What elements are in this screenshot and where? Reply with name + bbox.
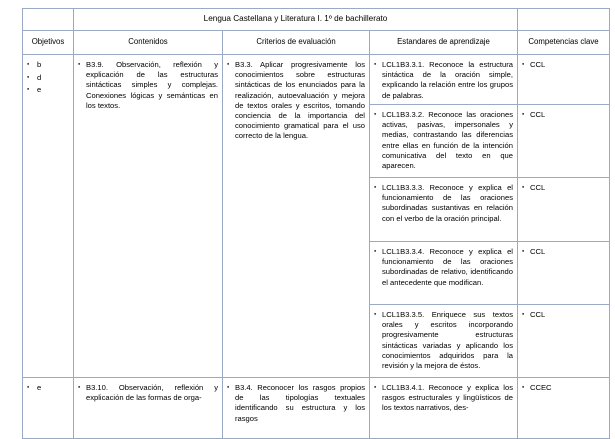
title-blank-cell-right bbox=[518, 9, 610, 31]
bullet-icon: ▪ bbox=[227, 384, 230, 391]
competencia-text: CCL bbox=[530, 183, 546, 192]
table-row bbox=[23, 55, 610, 105]
bullet-icon: ▪ bbox=[27, 86, 30, 93]
contenido-text: B3.9. Observación, reflexión y explicación de las estructuras sintácticas simples y complejas. Conexiones lógicas y semánticas en los textos. bbox=[86, 60, 218, 110]
estandar-text: LCL1B3.3.4. Reconoce y explica el funcionamiento de las oraciones subordinadas de relativo, identificando el antecedente que modifican. bbox=[382, 247, 513, 287]
bullet-icon: ▪ bbox=[374, 61, 377, 68]
competencia-text: CCL bbox=[530, 60, 546, 69]
table-title: Lengua Castellana y Literatura I. 1º de bachillerato bbox=[74, 9, 518, 31]
competencia-cell bbox=[518, 105, 610, 178]
bullet-icon: ▪ bbox=[227, 61, 230, 68]
list-item: ▪ b bbox=[27, 60, 69, 73]
estandar-text: LCL1B3.3.2. Reconoce las oraciones activas, pasivas, impersonales y medias, contrastando las diferencias entre ellas en función de la intención comunicativa del texto en que aparecen. bbox=[382, 110, 513, 171]
estandar-cell bbox=[370, 305, 518, 378]
bullet-icon: ▪ bbox=[27, 61, 30, 68]
bullet-icon: ▪ bbox=[522, 311, 525, 318]
criterio-text: B3.4. Reconocer los rasgos propios de las tipologías textuales identificando su estructura y los rasgos bbox=[235, 383, 365, 423]
header-estandares: Estandares de aprendizaje bbox=[370, 31, 518, 55]
competencia-text: CCL bbox=[530, 310, 546, 319]
estandar-cell bbox=[370, 378, 518, 439]
curriculum-table bbox=[22, 8, 610, 439]
bullet-icon: ▪ bbox=[374, 111, 377, 118]
table-row bbox=[23, 378, 610, 439]
estandar-text: LCL1B3.4.1. Reconoce y explica los rasgos estructurales y lingüísticos de los textos narrativos, des- bbox=[382, 383, 513, 413]
header-objetivos: Objetivos bbox=[23, 31, 74, 55]
bullet-icon: ▪ bbox=[522, 61, 525, 68]
competencia-text: CCEC bbox=[530, 383, 552, 392]
bullet-icon: ▪ bbox=[522, 248, 525, 255]
competencia-cell bbox=[518, 242, 610, 305]
objetivos-cell bbox=[23, 378, 74, 439]
bullet-icon: ▪ bbox=[374, 184, 377, 191]
bullet-icon: ▪ bbox=[374, 384, 377, 391]
bullet-icon: ▪ bbox=[522, 184, 525, 191]
bullet-icon: ▪ bbox=[374, 248, 377, 255]
competencia-cell bbox=[518, 55, 610, 105]
estandar-text: LCL1B3.3.1. Reconoce la estructura sintáctica de la oración simple, explicando la relación entre los grupos de palabras. bbox=[382, 60, 513, 100]
criterio-cell bbox=[223, 55, 370, 378]
bullet-icon: ▪ bbox=[78, 61, 81, 68]
competencia-text: CCL bbox=[530, 247, 546, 256]
bullet-icon: ▪ bbox=[522, 111, 525, 118]
objetivos-cell bbox=[23, 55, 74, 378]
list-item: ▪ e bbox=[27, 383, 69, 396]
estandar-cell bbox=[370, 178, 518, 242]
estandar-cell bbox=[370, 55, 518, 105]
bullet-icon: ▪ bbox=[522, 384, 525, 391]
contenido-cell bbox=[74, 55, 223, 378]
competencia-cell bbox=[518, 178, 610, 242]
header-row bbox=[23, 31, 610, 55]
bullet-icon: ▪ bbox=[27, 384, 30, 391]
header-criterios: Criterios de evaluación bbox=[223, 31, 370, 55]
contenido-text: B3.10. Observación, reflexión y explicación de las formas de orga- bbox=[86, 383, 218, 403]
estandar-cell bbox=[370, 242, 518, 305]
list-item: ▪ e bbox=[27, 85, 69, 98]
criterio-text: B3.3. Aplicar progresivamente los conocimientos sobre estructuras sintácticas de los enunciados para la realización, autoevaluación y mejora de textos orales y escritos, tomando conciencia de la importancia del conocimiento gramatical para el uso correcto de la lengua. bbox=[235, 60, 365, 141]
header-competencias: Competencias clave bbox=[518, 31, 610, 55]
title-blank-cell bbox=[23, 9, 74, 31]
competencia-cell bbox=[518, 378, 610, 439]
estandar-cell bbox=[370, 105, 518, 178]
competencia-text: CCL bbox=[530, 110, 546, 119]
objetivos-list bbox=[23, 55, 73, 98]
title-row bbox=[23, 9, 610, 31]
bullet-icon: ▪ bbox=[27, 73, 30, 81]
bullet-icon: ▪ bbox=[374, 311, 377, 318]
competencia-cell bbox=[518, 305, 610, 378]
objetivos-list bbox=[23, 378, 73, 396]
estandar-text: LCL1B3.3.3. Reconoce y explica el funcionamiento de las oraciones subordinadas sustantivas en relación con el verbo de la oración principal. bbox=[382, 183, 513, 223]
header-contenidos: Contenidos bbox=[74, 31, 223, 55]
contenido-cell bbox=[74, 378, 223, 439]
criterio-cell bbox=[223, 378, 370, 439]
bullet-icon: ▪ bbox=[78, 384, 81, 391]
list-item: ▪ d bbox=[27, 73, 69, 86]
estandar-text: LCL1B3.3.5. Enriquece sus textos orales y escritos incorporando progresivamente estructuras sintácticas variadas y aplicando los conocimientos adquiridos para la revisión y la mejora de éstos. bbox=[382, 310, 513, 371]
